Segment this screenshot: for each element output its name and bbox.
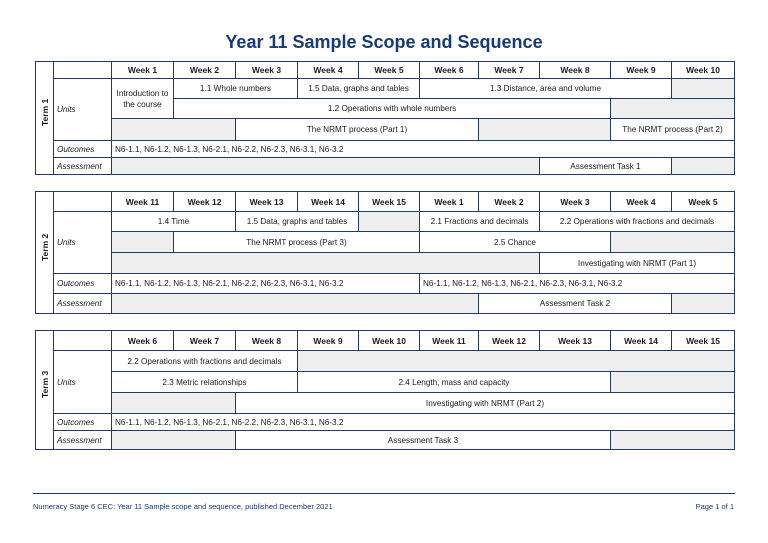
week-header: Week 11 [112, 192, 174, 212]
unit-2-5: 2.5 Chance [420, 232, 611, 253]
week-header: Week 2 [479, 192, 540, 212]
empty-cell [298, 351, 735, 372]
assessment-task-1: Assessment Task 1 [540, 158, 672, 175]
footer-publication-note: Numeracy Stage 6 CEC: Year 11 Sample scope and sequence, published December 2021 [33, 502, 333, 511]
header-blank [54, 62, 112, 79]
week-header: Week 3 [540, 192, 611, 212]
week-header: Week 5 [359, 62, 420, 79]
page-title: Year 11 Sample Scope and Sequence [225, 32, 543, 52]
week-header: Week 7 [174, 331, 236, 351]
assessment-task-3: Assessment Task 3 [236, 431, 611, 450]
term-1-label: Term 1 [36, 62, 54, 175]
week-header: Week 14 [611, 331, 672, 351]
unit-1-4: 1.4 Time [112, 212, 236, 232]
header-blank [54, 192, 112, 212]
empty-cell [479, 119, 611, 141]
empty-cell [112, 253, 540, 274]
units-label: Units [54, 351, 112, 414]
empty-cell [112, 393, 236, 414]
week-header: Week 15 [359, 192, 420, 212]
week-header: Week 1 [112, 62, 174, 79]
outcomes-list: N6-1.1, N6-1.2, N6-1.3, N6-2.1, N6-2.3, N6-3.1, N6-3.2 [420, 274, 735, 294]
outcomes-label: Outcomes [54, 414, 112, 431]
empty-cell [672, 294, 735, 314]
header-blank [54, 331, 112, 351]
footer-page-number: Page 1 of 1 [695, 502, 734, 511]
unit-1-3: 1.3 Distance, area and volume [420, 79, 672, 99]
week-header: Week 15 [672, 331, 735, 351]
nrmt-part-3: The NRMT process (Part 3) [174, 232, 420, 253]
week-header: Week 10 [672, 62, 735, 79]
assessment-label: Assessment [54, 158, 112, 175]
unit-1-2: 1.2 Operations with whole numbers [174, 99, 611, 119]
week-header: Week 8 [236, 331, 298, 351]
week-header: Week 9 [611, 62, 672, 79]
assessment-task-2: Assessment Task 2 [479, 294, 672, 314]
units-label: Units [54, 79, 112, 141]
week-header: Week 3 [236, 62, 298, 79]
week-header: Week 4 [611, 192, 672, 212]
week-header: Week 8 [540, 62, 611, 79]
nrmt-part-1: The NRMT process (Part 1) [236, 119, 479, 141]
outcomes-list: N6-1.1, N6-1.2, N6-1.3, N6-2.1, N6-2.2, N6-2.3, N6-3.1, N6-3.2 [112, 274, 420, 294]
investigating-nrmt-part-1: Investigating with NRMT (Part 1) [540, 253, 735, 274]
week-header: Week 7 [479, 62, 540, 79]
empty-cell [611, 431, 735, 450]
empty-cell [112, 431, 236, 450]
unit-1-5: 1.5 Data, graphs and tables [236, 212, 359, 232]
week-header: Week 6 [112, 331, 174, 351]
week-header: Week 12 [479, 331, 540, 351]
unit-1-1: 1.1 Whole numbers [174, 79, 298, 99]
week-header: Week 2 [174, 62, 236, 79]
unit-intro: Introduction to the course [112, 79, 174, 119]
outcomes-label: Outcomes [54, 274, 112, 294]
empty-cell [611, 232, 735, 253]
assessment-label: Assessment [54, 431, 112, 450]
unit-1-5: 1.5 Data, graphs and tables [298, 79, 420, 99]
week-header: Week 12 [174, 192, 236, 212]
week-header: Week 14 [298, 192, 359, 212]
empty-cell [672, 79, 735, 99]
week-header: Week 1 [420, 192, 479, 212]
outcomes-label: Outcomes [54, 141, 112, 158]
term-3-label: Term 3 [36, 331, 54, 450]
week-header: Week 9 [298, 331, 359, 351]
empty-cell [611, 99, 735, 119]
week-header: Week 10 [359, 331, 420, 351]
week-header: Week 6 [420, 62, 479, 79]
investigating-nrmt-part-2: Investigating with NRMT (Part 2) [236, 393, 735, 414]
empty-cell [112, 119, 236, 141]
week-header: Week 13 [540, 331, 611, 351]
outcomes-list: N6-1.1, N6-1.2, N6-1.3, N6-2.1, N6-2.2, N6-2.3, N6-3.1, N6-3.2 [112, 414, 735, 431]
unit-2-2: 2.2 Operations with fractions and decimals [112, 351, 298, 372]
empty-cell [112, 294, 479, 314]
empty-cell [359, 212, 420, 232]
week-header-row [36, 62, 735, 79]
empty-cell [112, 232, 174, 253]
unit-2-2: 2.2 Operations with fractions and decimals [540, 212, 735, 232]
outcomes-list: N6-1.1, N6-1.2, N6-1.3, N6-2.1, N6-2.2, N6-2.3, N6-3.1, N6-3.2 [112, 141, 735, 158]
assessment-label: Assessment [54, 294, 112, 314]
units-label: Units [54, 212, 112, 274]
empty-cell [611, 372, 735, 393]
term-3-table [35, 330, 735, 450]
footer-divider [33, 493, 735, 494]
unit-2-1: 2.1 Fractions and decimals [420, 212, 540, 232]
week-header: Week 5 [672, 192, 735, 212]
term-2-label: Term 2 [36, 192, 54, 314]
term-2-table [35, 191, 735, 314]
week-header: Week 13 [236, 192, 298, 212]
unit-2-3: 2.3 Metric relationships [112, 372, 298, 393]
empty-cell [112, 158, 540, 175]
nrmt-part-2: The NRMT process (Part 2) [611, 119, 735, 141]
term-1-table [35, 61, 735, 175]
empty-cell [672, 158, 735, 175]
week-header: Week 11 [420, 331, 479, 351]
week-header: Week 4 [298, 62, 359, 79]
unit-2-4: 2.4 Length, mass and capacity [298, 372, 611, 393]
